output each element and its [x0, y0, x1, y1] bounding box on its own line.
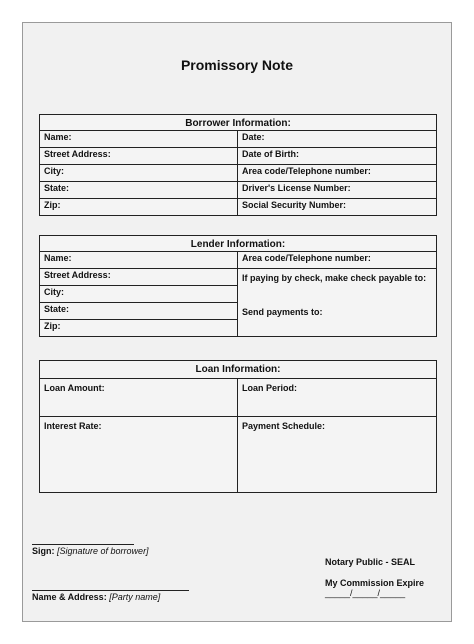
lender-street-field[interactable]: Street Address: — [40, 269, 238, 286]
borrower-license-field[interactable]: Driver's License Number: — [238, 182, 437, 199]
commission-expire-label: My Commission Expire — [325, 578, 425, 588]
lender-payment-instructions[interactable] — [238, 269, 437, 337]
name-label: Name & Address: — [32, 592, 107, 602]
commission-date-blank[interactable]: _____/_____/_____ — [325, 588, 406, 598]
lender-heading: Lender Information: — [40, 236, 437, 252]
name-hint: [Party name] — [109, 592, 161, 602]
notary-seal-label: Notary Public - SEAL — [325, 557, 416, 567]
signature-line[interactable] — [32, 544, 134, 545]
payment-schedule-field[interactable]: Payment Schedule: — [238, 417, 437, 493]
sign-label: Sign: — [32, 546, 55, 556]
lender-info-table — [39, 235, 437, 337]
loan-period-field[interactable]: Loan Period: — [238, 379, 437, 417]
page-title: Promissory Note — [180, 57, 294, 73]
borrower-street-field[interactable]: Street Address: — [40, 148, 238, 165]
sign-hint: [Signature of borrower] — [57, 546, 149, 556]
interest-rate-field[interactable]: Interest Rate: — [40, 417, 238, 493]
borrower-phone-field[interactable]: Area code/Telephone number: — [238, 165, 437, 182]
lender-city-field[interactable]: City: — [40, 286, 238, 303]
lender-send-payments-label: Send payments to: — [242, 307, 323, 317]
borrower-state-field[interactable]: State: — [40, 182, 238, 199]
borrower-heading: Borrower Information: — [40, 115, 437, 131]
borrower-dob-field[interactable]: Date of Birth: — [238, 148, 437, 165]
borrower-ssn-field[interactable]: Social Security Number: — [238, 199, 437, 216]
loan-info-table — [39, 360, 437, 493]
borrower-zip-field[interactable]: Zip: — [40, 199, 238, 216]
lender-phone-field[interactable]: Area code/Telephone number: — [238, 252, 437, 269]
lender-zip-field[interactable]: Zip: — [40, 320, 238, 337]
borrower-date-field[interactable]: Date: — [238, 131, 437, 148]
borrower-city-field[interactable]: City: — [40, 165, 238, 182]
lender-check-payable-label: If paying by check, make check payable to: — [242, 273, 427, 283]
promissory-note-page — [22, 22, 452, 622]
name-address-label — [32, 592, 160, 602]
lender-name-field[interactable]: Name: — [40, 252, 238, 269]
name-address-line[interactable] — [32, 590, 189, 591]
loan-heading: Loan Information: — [40, 361, 437, 379]
signature-label — [32, 546, 149, 556]
borrower-name-field[interactable]: Name: — [40, 131, 238, 148]
loan-amount-field[interactable]: Loan Amount: — [40, 379, 238, 417]
lender-state-field[interactable]: State: — [40, 303, 238, 320]
borrower-info-table — [39, 114, 437, 216]
